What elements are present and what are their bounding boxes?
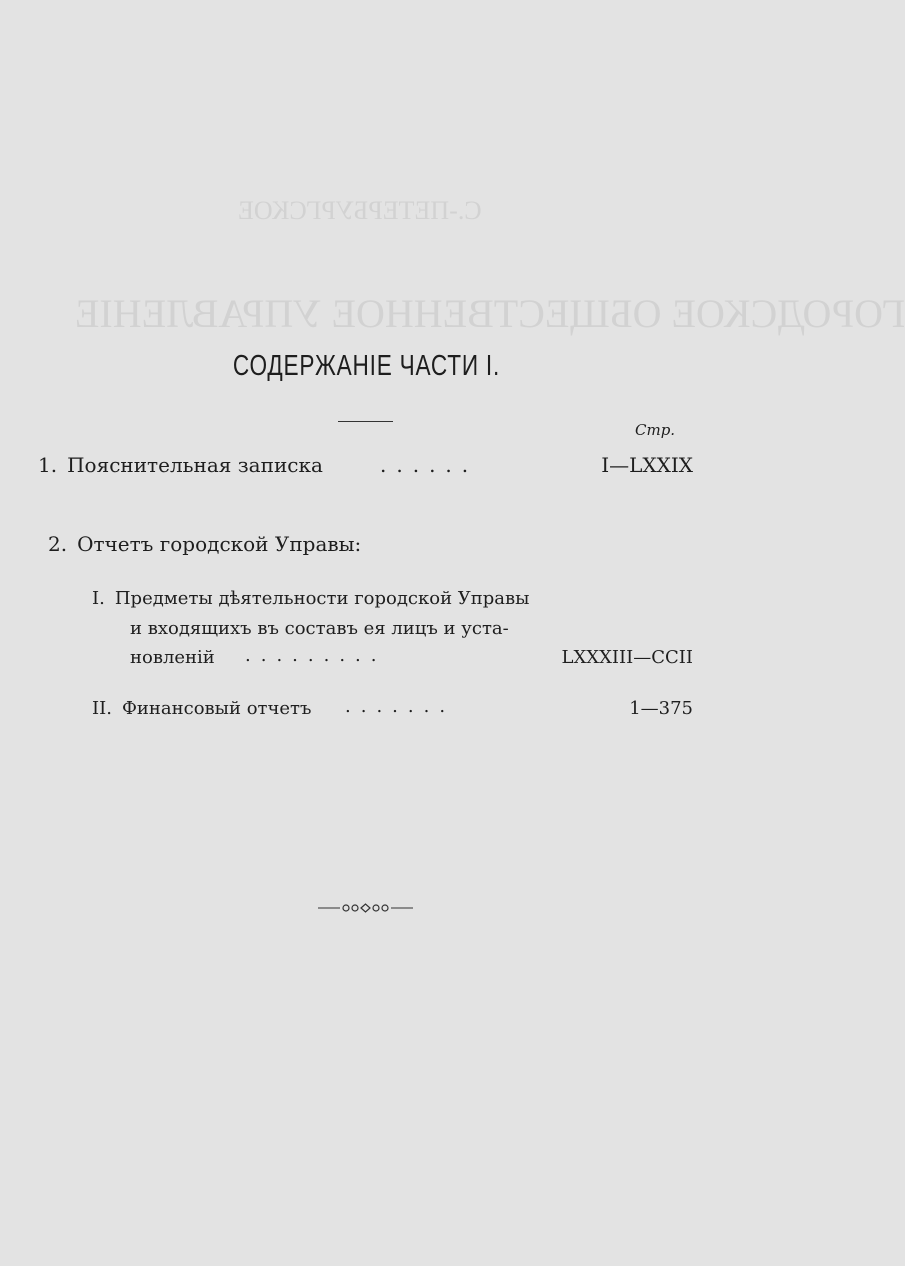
leader-dots: ......: [380, 453, 479, 477]
subentry-line: Финансовый отчетъ: [121, 698, 312, 719]
bleed-through: ГОРОДСКОЕ ОБЩЕСТВЕННОЕ УПРАВЛЕНІЕ: [75, 291, 905, 336]
toc-entry: [38, 453, 323, 477]
page-column-label: Стр.: [635, 421, 676, 439]
entry-number: 2.: [48, 532, 68, 556]
entry-title: Пояснительная записка: [67, 453, 323, 477]
subentry-line: новленій: [130, 647, 215, 668]
subentry: [92, 588, 530, 609]
subentry-pages: LXXXIII—CCII: [561, 647, 693, 668]
entry-number: 1.: [38, 453, 58, 477]
title-rule: [338, 421, 393, 422]
subentry-line: Предметы дѣятельности городской Управы: [114, 588, 530, 609]
subentry-number: II.: [92, 698, 112, 719]
ornament-divider: [318, 900, 413, 916]
leader-dots: .......: [345, 696, 456, 717]
subentry: [92, 698, 311, 719]
toc-entry: [48, 532, 361, 556]
page-title: СОДЕРЖАНІЕ ЧАСТИ I.: [232, 350, 501, 382]
leader-dots: .........: [245, 645, 387, 666]
entry-title: Отчетъ городской Управы:: [77, 532, 362, 556]
subentry-pages: 1—375: [629, 698, 693, 719]
subentry-number: I.: [92, 588, 105, 609]
bleed-through: С.-ПЕТЕРБУРГСКОЕ: [238, 196, 482, 225]
entry-pages: I—LXXIX: [601, 453, 693, 477]
subentry-line: и входящихъ въ составъ ея лицъ и уста-: [130, 618, 509, 639]
